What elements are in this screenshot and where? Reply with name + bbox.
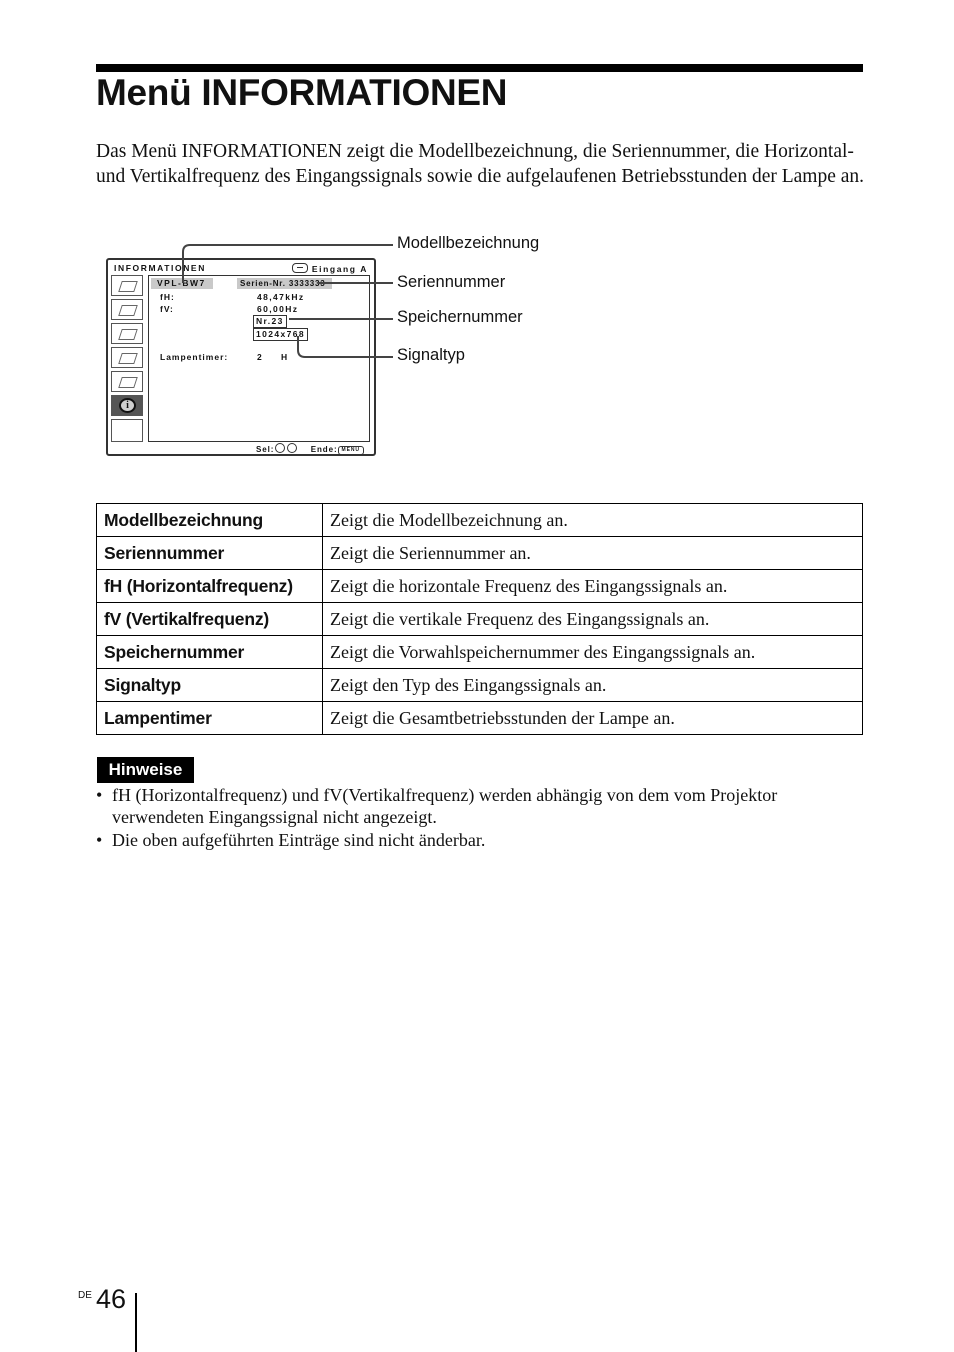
screen-illustration — [106, 258, 376, 456]
language-code: DE — [78, 1290, 92, 1301]
table-term: Signaltyp — [97, 669, 323, 702]
information-menu-icon: i — [111, 395, 143, 416]
picture-menu-icon — [111, 275, 143, 296]
notes-label: Hinweise — [97, 757, 194, 783]
setup-menu-icon — [111, 323, 143, 344]
osd-fv-value: 60,00Hz — [257, 304, 299, 314]
table-row — [97, 537, 863, 570]
osd-input — [292, 263, 368, 274]
table-desc: Zeigt die horizontale Frequenz des Eingangssignals an. — [323, 570, 863, 603]
osd-lamp-label: Lampentimer: — [160, 352, 229, 362]
installation-menu-icon — [111, 371, 143, 392]
osd-info-panel — [148, 275, 370, 442]
table-row — [97, 636, 863, 669]
menu-button-icon: MENU — [338, 446, 364, 455]
intro-paragraph: Das Menü INFORMATIONEN zeigt die Modellbezeichnung, die Seriennummer, die Horizontal- und Vertikalfrequenz des Eingangssignals sowie die aufgelaufenen Betriebsstunden der Lampe an. — [96, 141, 865, 187]
osd-memory: Nr.23 — [253, 315, 287, 328]
page-title: Menü INFORMATIONEN — [96, 72, 508, 113]
osd-fh-value: 48,47kHz — [257, 292, 305, 302]
table-desc: Zeigt die Vorwahlspeichernummer des Eingangssignals an. — [323, 636, 863, 669]
note-item: • fH (Horizontalfrequenz) und fV(Vertikalfrequenz) werden abhängig von dem vom Projektor verwendeten Eingangssignal nicht angezeigt. — [96, 784, 866, 828]
table-term: Lampentimer — [97, 702, 323, 735]
select-arrows-icon-2 — [287, 443, 297, 453]
osd-fh-label: fH: — [160, 292, 175, 302]
function-menu-icon — [111, 347, 143, 368]
title-rule — [96, 64, 863, 72]
table-row — [97, 504, 863, 537]
table-desc: Zeigt die Seriennummer an. — [323, 537, 863, 570]
note-item: • Die oben aufgeführten Einträge sind nicht änderbar. — [96, 829, 866, 851]
table-term: Speichernummer — [97, 636, 323, 669]
osd-menu-title: INFORMATIONEN — [114, 263, 206, 273]
notes-list — [96, 784, 866, 852]
osd-signal: 1024x768 — [253, 328, 308, 341]
callout-serial: Seriennummer — [397, 273, 506, 291]
osd-input-label: Eingang A — [311, 264, 368, 274]
osd-lamp-value: 2 — [257, 352, 264, 362]
osd-fv-label: fV: — [160, 304, 174, 314]
table-term: Modellbezeichnung — [97, 504, 323, 537]
table-row — [97, 669, 863, 702]
select-arrows-icon — [275, 443, 285, 453]
table-desc: Zeigt den Typ des Eingangssignals an. — [323, 669, 863, 702]
osd-lamp-unit: H — [281, 352, 289, 362]
osd-model: VPL-BW7 — [151, 278, 213, 289]
page-number-rule — [135, 1293, 137, 1352]
table-term: fV (Vertikalfrequenz) — [97, 603, 323, 636]
table-row — [97, 603, 863, 636]
table-row — [97, 702, 863, 735]
callout-memory: Speichernummer — [397, 308, 523, 326]
table-desc: Zeigt die vertikale Frequenz des Eingangssignals an. — [323, 603, 863, 636]
info-table — [96, 503, 863, 735]
osd-menu-tabs — [111, 275, 145, 445]
callout-signal: Signaltyp — [397, 346, 465, 364]
empty-menu-slot — [111, 419, 143, 442]
osd-serial: Serien-Nr. 3333333 — [237, 278, 332, 289]
table-row — [97, 570, 863, 603]
page-number: 46 — [96, 1284, 127, 1314]
osd-footer: Sel: Ende: MENU — [256, 443, 364, 455]
screen-menu-icon — [111, 299, 143, 320]
input-icon — [292, 263, 308, 273]
table-desc: Zeigt die Modellbezeichnung an. — [323, 504, 863, 537]
callout-model: Modellbezeichnung — [397, 234, 540, 252]
table-term: fH (Horizontalfrequenz) — [97, 570, 323, 603]
table-term: Seriennummer — [97, 537, 323, 570]
table-desc: Zeigt die Gesamtbetriebsstunden der Lampe an. — [323, 702, 863, 735]
